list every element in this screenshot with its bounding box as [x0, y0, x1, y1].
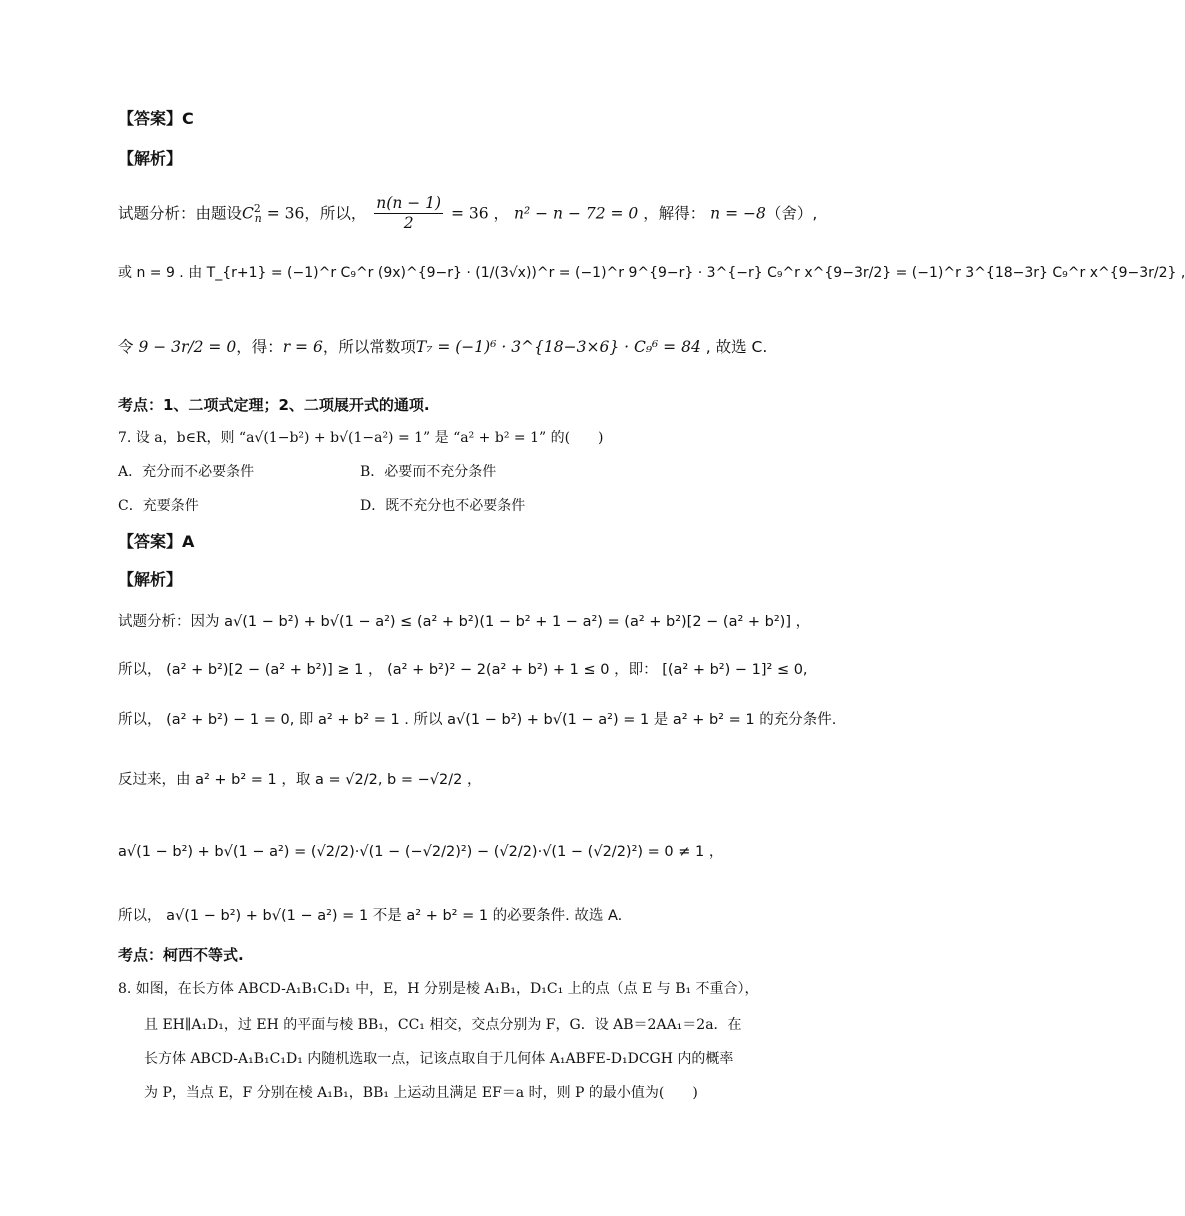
- fraction: [374, 194, 443, 234]
- q7-option-a: A．充分而不必要条件: [118, 464, 255, 480]
- text: （舍）,: [765, 204, 818, 223]
- answer-label: 【答案】C: [118, 109, 194, 128]
- q6-analysis-line3: [118, 335, 767, 357]
- fraction-numerator: n(n − 1): [374, 194, 443, 214]
- math: = 36 ，: [446, 204, 510, 223]
- q8-stem-line2: 且 EH∥A₁D₁，过 EH 的平面与棱 BB₁，CC₁ 相交，交点分别为 F，G．设 AB＝2AA₁＝2a．在: [144, 1017, 742, 1033]
- text: , 故选 C.: [700, 338, 768, 356]
- q7-analysis-line1: 试题分析：因为 a√(1 − b²) + b√(1 − a²) ≤ (a² + b²)(1 − b² + 1 − a²) = (a² + b²)[2 − (a² + b²)] ，: [118, 614, 811, 630]
- fraction-denominator: 2: [403, 214, 414, 233]
- q7-analysis-line4: 反过来，由 a² + b² = 1 ，取 a = √2/2, b = −√2/2 ，: [118, 772, 482, 788]
- q7-analysis-line6: 所以， a√(1 − b²) + b√(1 − a²) = 1 不是 a² + b² = 1 的必要条件. 故选 A.: [118, 908, 623, 924]
- math: T₇ = (−1)⁶ · 3^{18−3×6} · C₉⁶ = 84: [415, 338, 701, 356]
- q7-analysis-line3: 所以， (a² + b²) − 1 = 0, 即 a² + b² = 1 . 所以 a√(1 − b²) + b√(1 − a²) = 1 是 a² + b² = 1 的充分条件.: [118, 712, 837, 728]
- q7-analysis-line2: 所以， (a² + b²)[2 − (a² + b²)] ≥ 1 ， (a² + b²)² − 2(a² + b²) + 1 ≤ 0 ，即： [(a² + b²) − 1]² ≤ 0,: [118, 662, 808, 678]
- text: 试题分析：由题设: [118, 204, 243, 223]
- q7-option-d: D．既不充分也不必要条件: [360, 498, 526, 514]
- text: ，解得：: [638, 204, 706, 223]
- q7-option-c: C．充要条件: [118, 498, 199, 514]
- text: ，得：: [236, 338, 283, 356]
- q8-stem-line4: 为 P，当点 E，F 分别在棱 A₁B₁，BB₁ 上运动且满足 EF＝a 时，则 P 的最小值为( ): [144, 1085, 698, 1101]
- q6-analysis-line2: 或 n = 9 . 由 T_{r+1} = (−1)^r C₉^r (9x)^{9−r} · (1/(3√x))^r = (−1)^r 9^{9−r} · 3^{−r} C₉^r x^{9−3r/2} = (−1)^r 3^{18−3r} C₉^r x^{9−3r/2} ,: [118, 265, 1185, 281]
- analysis-label: 【解析】: [118, 570, 183, 589]
- q7-analysis-line5: a√(1 − b²) + b√(1 − a²) = (√2/2)·√(1 − (−√2/2)²) − (√2/2)·√(1 − (√2/2)²) = 0 ≠ 1 ，: [118, 844, 724, 860]
- q7-stem: 7. 设 a，b∈R，则 “a√(1−b²) + b√(1−a²) = 1” 是 “a² + b² = 1” 的( ): [118, 430, 604, 446]
- answer-label: 【答案】A: [118, 532, 195, 551]
- q7-kaodian: 考点：柯西不等式.: [118, 946, 244, 964]
- q6-kaodian: 考点：1、二项式定理；2、二项展开式的通项.: [118, 396, 430, 414]
- math: C: [242, 204, 254, 223]
- math: n² − n − 72 = 0: [514, 204, 639, 223]
- math: 9 − 3r/2 = 0: [138, 338, 237, 356]
- q7-option-b: B．必要而不充分条件: [360, 464, 497, 480]
- q8-stem-line1: 8. 如图，在长方体 ABCD-A₁B₁C₁D₁ 中，E，H 分别是棱 A₁B₁，D₁C₁ 上的点（点 E 与 B₁ 不重合），: [118, 981, 759, 997]
- q8-stem-line3: 长方体 ABCD-A₁B₁C₁D₁ 内随机选取一点，记该点取自于几何体 A₁ABFE-D₁DCGH 内的概率: [144, 1051, 734, 1067]
- analysis-label: 【解析】: [118, 149, 183, 168]
- text: 令: [118, 338, 139, 356]
- math: = 36，所以，: [261, 204, 367, 223]
- math: n = −8: [710, 204, 766, 223]
- text: ，所以常数项: [322, 338, 416, 356]
- math: r = 6: [282, 338, 323, 356]
- q6-analysis-line1: 试题分析：由题设$C^2_n = 36$，所以， $\frac{n(n - 1)}{2}$ = 36 ， n² − n − 72 = 0 ，解得： n = −8（舍）,: [118, 194, 818, 233]
